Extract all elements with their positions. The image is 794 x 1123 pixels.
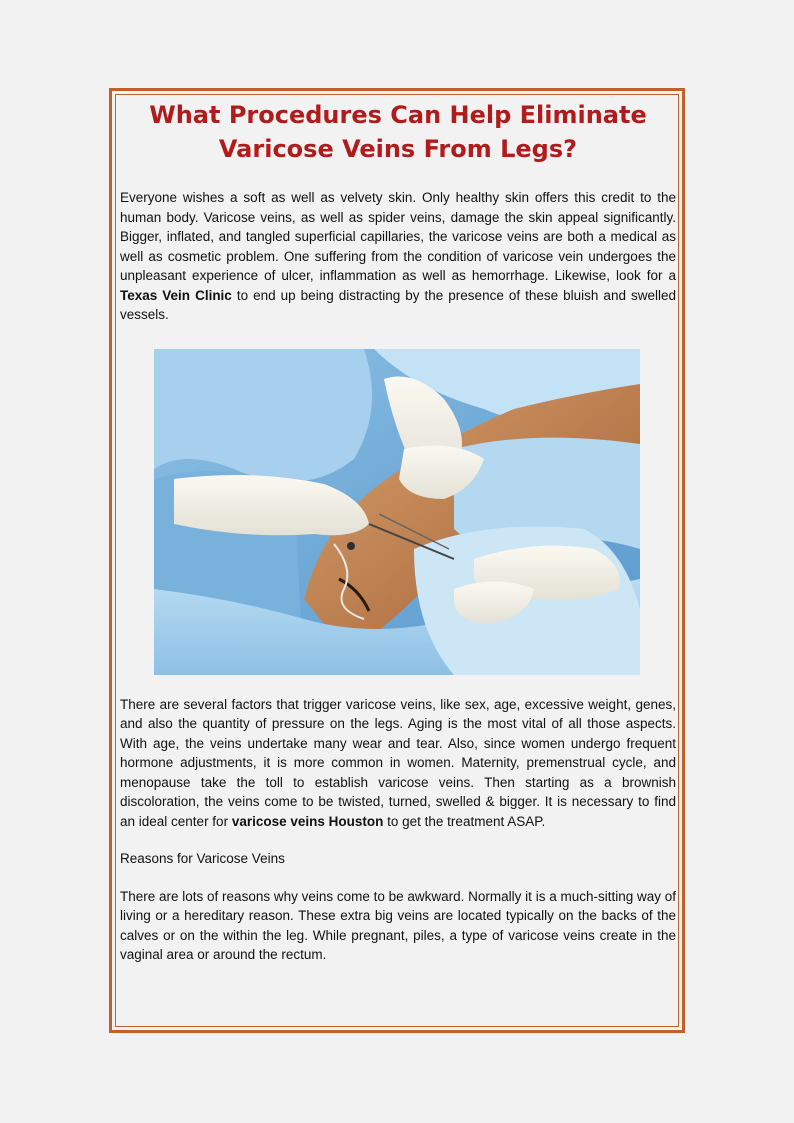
title-line-2: Varicose Veins From Legs? xyxy=(218,135,578,163)
reasons-paragraph: There are lots of reasons why veins come to be awkward. Normally it is a much-sitting way of living or a hereditary reason. These extra big veins are located typically on the backs of the calves or on the within the leg. While pregnant, piles, a type of varicose veins create in the vaginal area or around the rectum. xyxy=(120,888,676,962)
factors-paragraph xyxy=(120,695,676,832)
texas-vein-clinic-link[interactable]: Texas Vein Clinic xyxy=(120,287,232,303)
varicose-veins-houston-link[interactable]: varicose veins Houston xyxy=(231,813,384,829)
factors-text-start: There are several factors that trigger varicose veins, like sex, age, excessive weight, genes, and also the quantity of pressure on the legs. Aging is the most vital of all those aspects. With age, the veins undertake many wear and tear. Also, since women undergo frequent hormone adjustments, it is more common in women. Maternity, premenstrual cycle, and menopause take the toll to establish varicose veins. Then starting as a brownish discoloration, the veins come to be twisted, turned, swelled & bigger. It is necessary to find an ideal center for xyxy=(120,696,676,829)
title-line-1: What Procedures Can Help Eliminate xyxy=(149,101,647,129)
article xyxy=(120,98,676,965)
page-title xyxy=(120,98,676,166)
reasons-subheading: Reasons for Varicose Veins xyxy=(120,851,285,866)
factors-text-end: to get the treatment ASAP. xyxy=(383,813,546,829)
intro-paragraph xyxy=(120,188,676,325)
intro-text-start: Everyone wishes a soft as well as velvety skin. Only healthy skin offers this credit to the human body. Varicose veins, as well as spider veins, damage the skin appeal significantly. Bigger, inflated, and tangled superficial capillaries, the varicose veins are both a medical as well as cosmetic problem. One suffering from the condition of varicose vein undergoes the unpleasant experience of ulcer, inflammation as well as hemorrhage. Likewise, look for a xyxy=(120,190,676,283)
surgery-photo xyxy=(154,349,640,675)
intro-text-end: to end up being distracting by the presence of these bluish and swelled vessels. xyxy=(120,287,676,322)
